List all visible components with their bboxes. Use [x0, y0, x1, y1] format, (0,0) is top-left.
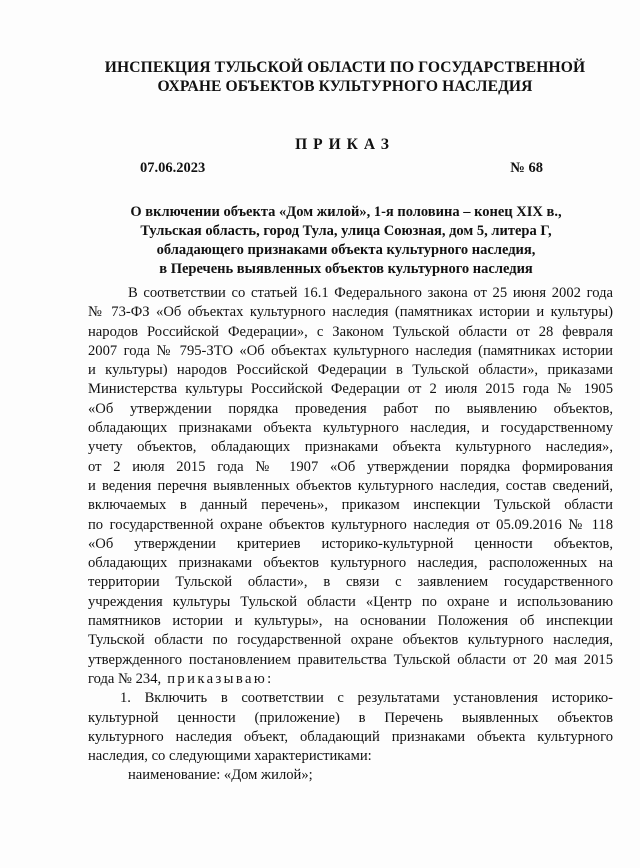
subject-line-3: обладающего признаками объекта культурного наследия, — [156, 242, 536, 258]
body-line: от 2 июля 2015 года № 1907 «Об утверждении порядка формирования — [88, 458, 613, 475]
body-last-line — [88, 670, 613, 689]
body-line: учету объектов, обладающих признаками объекта культурного наследия», — [88, 439, 613, 456]
issuer-header-line-1: ИНСПЕКЦИЯ ТУЛЬСКОЙ ОБЛАСТИ ПО ГОСУДАРСТВЕННОЙ — [104, 59, 586, 76]
body-line: № 73-ФЗ «Об объектах культурного наследия (памятниках истории и культуры) — [88, 304, 613, 321]
document-type-title: ПРИКАЗ — [295, 136, 395, 153]
subject-line-4: в Перечень выявленных объектов культурного наследия — [159, 261, 533, 277]
issuer-header-line-2: ОХРАНЕ ОБЪЕКТОВ КУЛЬТУРНОГО НАСЛЕДИЯ — [157, 78, 533, 95]
body-line: по государственной охране объектов культурного наследия от 05.09.2016 № 118 — [88, 516, 613, 533]
order-keyword: приказываю: — [161, 670, 274, 687]
document-date: 07.06.2023 — [140, 160, 206, 176]
body-line: Тульской области по государственной охране объектов культурного наследия, — [88, 632, 613, 649]
document-subject — [96, 203, 596, 279]
body-line: и культуры) народов Российской Федерации в Тульской области», приказами — [88, 362, 613, 379]
item-1-line: культурного наследия объект, обладающий признаками объекта культурного — [88, 728, 613, 745]
issuer-header — [100, 58, 590, 96]
subject-line-2: Тульская область, город Тула, улица Союзная, дом 5, литера Г, — [140, 223, 552, 239]
body-line: учреждения культуры Тульской области «Центр по охране и использованию — [88, 593, 613, 610]
body-line: обладающих признаками объектов культурного наследия, расположенных на — [88, 555, 613, 572]
subject-line-1: О включении объекта «Дом жилой», 1-я половина – конец XIX в., — [130, 204, 562, 220]
item-1-line: наследия, со следующими характеристиками: — [88, 748, 372, 765]
body-last-line-prefix: года № 234, — [88, 670, 162, 687]
item-1-line: культурной ценности (приложение) в Перечень выявленных объектов — [88, 709, 613, 726]
body-line: территории Тульской области», в связи с заявлением государственного — [88, 574, 613, 591]
document-body — [88, 284, 613, 786]
body-line: «Об утверждении критериев историко-культурной ценности объектов, — [88, 535, 613, 552]
body-line: 2007 года № 795-ЗТО «Об объектах культурного наследия (памятниках истории — [88, 342, 613, 359]
body-line: утвержденного постановлением правительства Тульской области от 20 мая 2015 — [88, 651, 613, 668]
body-line: обладающих признаками объекта культурного наследия, и государственному — [88, 420, 613, 437]
body-line: и ведения перечня выявленных объектов культурного наследия, состав сведений, — [88, 477, 613, 494]
body-line: Министерства культуры Российской Федерации от 2 июля 2015 года № 1905 — [88, 381, 613, 398]
body-line: включаемых в данный перечень», приказом инспекции Тульской области — [88, 497, 613, 514]
body-line: народов Российской Федерации», с Законом Тульской области от 28 февраля — [88, 323, 613, 340]
body-line: «Об утверждении порядка проведения работ по выявлению объектов, — [88, 400, 613, 417]
object-name-line: наименование: «Дом жилой»; — [128, 767, 313, 784]
body-line: памятников истории и культуры», на основании Положения об инспекции — [88, 613, 613, 630]
item-1-line: 1. Включить в соответствии с результатами установления историко- — [120, 690, 613, 707]
document-number: № 68 — [510, 160, 543, 176]
body-line: В соответствии со статьей 16.1 Федерального закона от 25 июня 2002 года — [128, 285, 613, 301]
